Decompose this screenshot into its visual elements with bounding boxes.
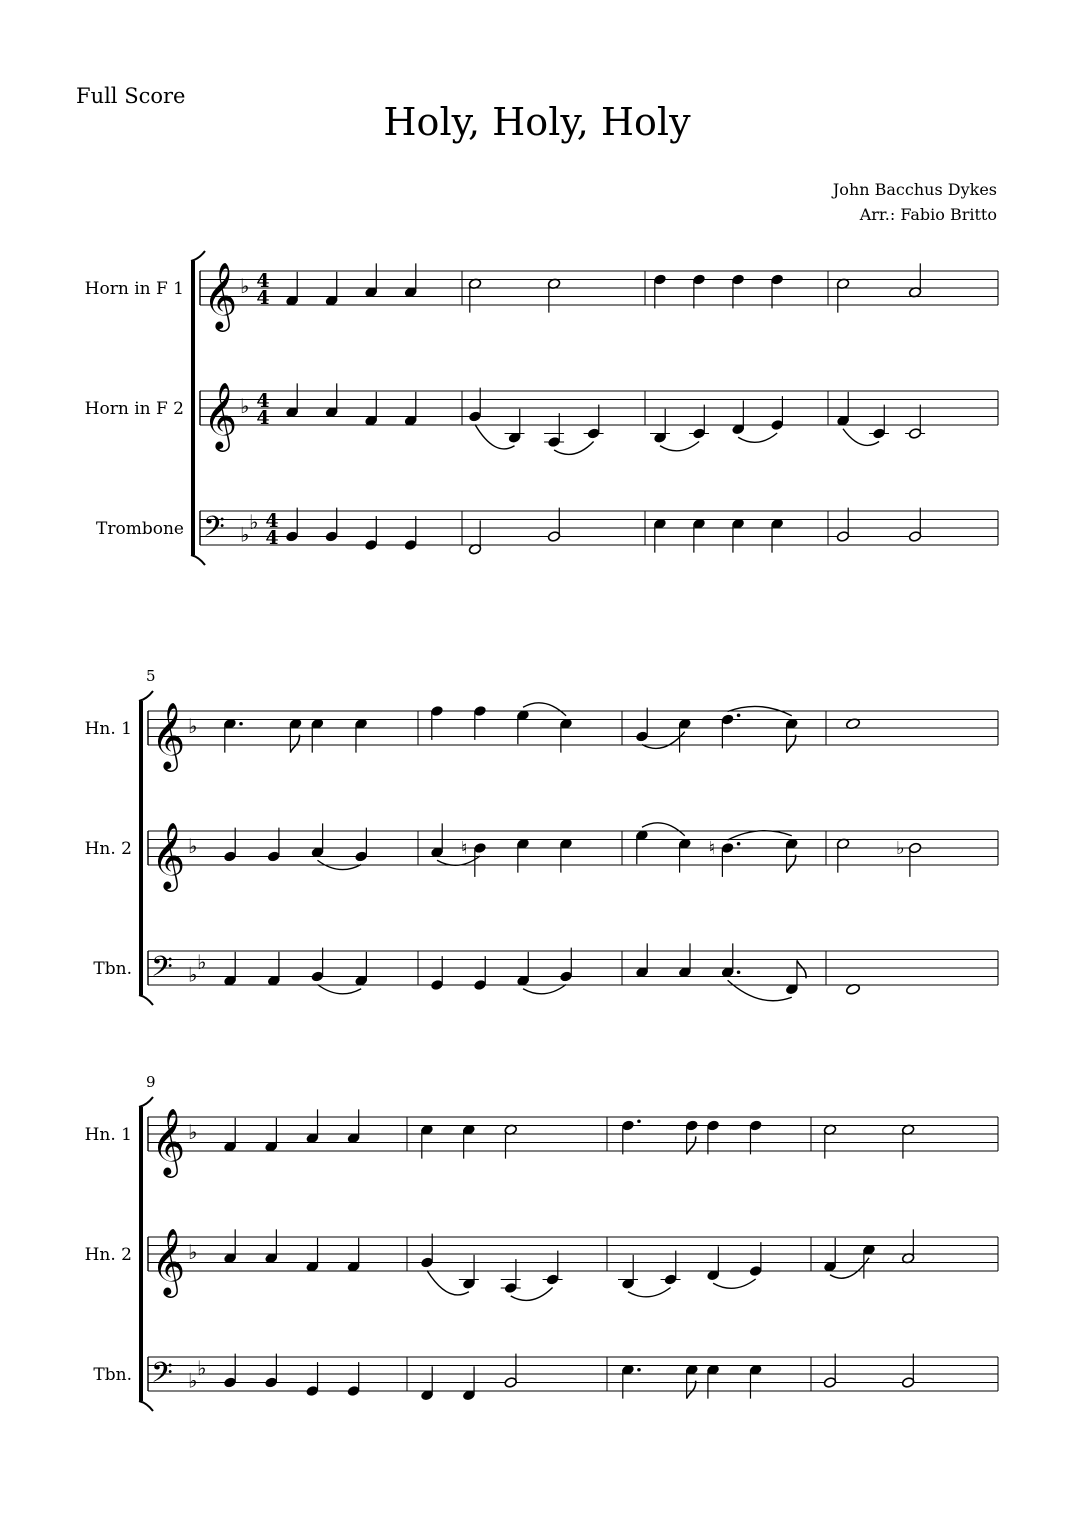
key-flat: ♭ [188, 1240, 198, 1264]
key-flat: ♭ [240, 394, 250, 418]
key-flat: ♭ [249, 509, 259, 534]
slur [628, 1288, 671, 1297]
key-flat: ♭ [188, 714, 198, 738]
key-flat: ♭ [197, 949, 207, 974]
system-bracket [139, 701, 143, 995]
eighth-flag [687, 1381, 696, 1399]
slur [830, 1258, 869, 1279]
staff-1 [85, 261, 998, 332]
arranger-credit: Arr.: Fabio Britto [859, 205, 997, 224]
slur [738, 433, 777, 442]
time-sig-bottom: 4 [265, 527, 279, 549]
bracket-hook [139, 1097, 153, 1107]
staff-3 [96, 508, 998, 555]
slur [511, 1288, 553, 1301]
treble-clef: 𝄞 [151, 701, 186, 769]
full-score-label: Full Score [76, 84, 186, 108]
instrument-name: Hn. 2 [84, 1245, 132, 1265]
accidental-natural: ♮ [708, 838, 716, 859]
treble-clef: 𝄞 [151, 821, 186, 889]
augmentation-dot [637, 1368, 641, 1372]
key-flat: ♭ [188, 962, 198, 987]
slur [437, 856, 480, 865]
system-bracket [191, 261, 195, 555]
bracket-hook [139, 995, 153, 1005]
instrument-name: Trombone [96, 519, 184, 539]
augmentation-dot [737, 970, 741, 974]
staff-2 [85, 381, 998, 454]
slur [554, 442, 594, 455]
instrument-name: Tbn. [93, 959, 132, 979]
eighth-flag [797, 960, 806, 978]
slur [843, 429, 879, 446]
staff-1 [85, 701, 998, 772]
instrument-name: Tbn. [93, 1365, 132, 1385]
slur [427, 1271, 469, 1295]
score-title: Holy, Holy, Holy [383, 100, 691, 144]
measure-number: 5 [146, 667, 156, 685]
slur [523, 985, 566, 994]
slur [713, 1279, 756, 1288]
time-sig-top: 4 [265, 510, 279, 532]
slur [728, 980, 792, 1001]
instrument-name: Hn. 1 [84, 719, 132, 739]
treble-clef: 𝄞 [151, 1227, 186, 1295]
key-flat: ♭ [188, 834, 198, 858]
augmentation-dot [637, 1119, 641, 1123]
time-sig-bottom: 4 [256, 287, 270, 309]
treble-clef: 𝄞 [203, 261, 238, 329]
instrument-name: Hn. 2 [84, 839, 132, 859]
staff-2 [85, 821, 998, 892]
bracket-hook [191, 555, 205, 565]
accidental-natural: ♮ [461, 838, 468, 859]
staff-1 [85, 1107, 998, 1178]
key-flat: ♭ [197, 1355, 207, 1380]
augmentation-dot [737, 842, 741, 846]
slur [642, 732, 685, 749]
instrument-name: Horn in F 1 [84, 279, 184, 299]
key-flat: ♭ [240, 522, 250, 547]
accidental-flat: ♭ [896, 838, 905, 859]
bass-clef: 𝄢 [203, 510, 225, 551]
staff-3 [93, 1354, 998, 1401]
eighth-flag [290, 735, 299, 753]
bass-clef: 𝄢 [151, 1356, 173, 1397]
eighth-flag [687, 1136, 696, 1154]
slur [523, 703, 566, 716]
system-bracket [139, 1107, 143, 1401]
augmentation-dot [737, 713, 741, 717]
slur [317, 985, 361, 994]
key-flat: ♭ [240, 274, 250, 298]
time-sig-bottom: 4 [256, 407, 270, 429]
bass-clef: 𝄢 [151, 950, 173, 991]
instrument-name: Horn in F 2 [84, 399, 184, 419]
eighth-flag [787, 735, 796, 753]
treble-clef: 𝄞 [151, 1107, 186, 1175]
composer-credit: John Bacchus Dykes [832, 180, 997, 199]
bracket-hook [139, 1401, 153, 1411]
staff-2 [85, 1227, 998, 1300]
slur [728, 831, 792, 840]
slur [642, 823, 685, 836]
bracket-hook [139, 691, 153, 701]
slur [475, 425, 515, 449]
augmentation-dot [239, 722, 243, 726]
measure-number: 9 [146, 1073, 156, 1091]
instrument-name: Hn. 1 [84, 1125, 132, 1145]
key-flat: ♭ [188, 1368, 198, 1393]
time-sig-top: 4 [256, 270, 270, 292]
time-sig-top: 4 [256, 390, 270, 412]
key-flat: ♭ [188, 1120, 198, 1144]
bracket-hook [191, 251, 205, 261]
eighth-flag [787, 855, 796, 873]
slur [660, 442, 699, 451]
treble-clef: 𝄞 [203, 381, 238, 449]
staff-3 [93, 943, 998, 1000]
